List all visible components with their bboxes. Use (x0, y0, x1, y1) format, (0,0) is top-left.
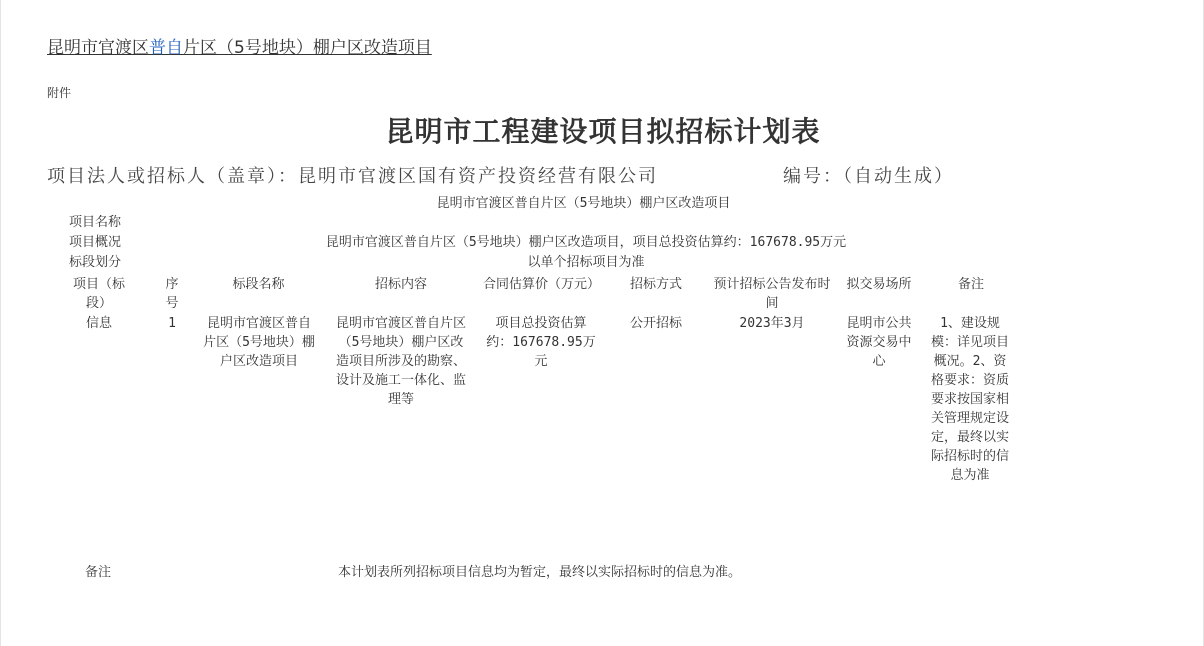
row-name-value: 昆明市官渡区普自片区（5号地块）棚户区改造项目 (436, 196, 731, 211)
project-title-link[interactable] (47, 33, 432, 58)
number-value: （自动生成） (843, 166, 954, 187)
cell-price: 项目总投资估算约：167678.95万元 (486, 316, 596, 369)
header-seq: 序号 (165, 277, 179, 311)
row-overview-label: 项目概况 (69, 235, 122, 250)
row-section-value: 以单个招标项目为准 (527, 255, 645, 270)
title-link-post: 片区（5号地块）棚户区改造项目 (183, 38, 432, 58)
cell-method: 公开招标 (629, 316, 682, 331)
cell-remark: 1、建设规模：详见项目概况。2、资格要求：资质要求按国家相关管理规定设定，最终以实际招标时的信息为准 (931, 316, 1010, 483)
footer-value: 本计划表所列招标项目信息均为暂定，最终以实际招标时的信息为准。 (338, 565, 742, 580)
cell-seq: 1 (168, 316, 176, 331)
header-content: 招标内容 (374, 277, 427, 292)
attachment-label: 附件 (47, 86, 72, 100)
document-title: 昆明市工程建设项目拟招标计划表 (385, 115, 821, 148)
header-method: 招标方式 (629, 277, 682, 292)
title-link-pre: 昆明市官渡区 (47, 38, 149, 58)
title-link-highlight: 普自 (149, 38, 183, 58)
header-section-name: 标段名称 (232, 277, 285, 292)
header-venue: 拟交易场所 (846, 277, 912, 292)
header-item: 项目（标段） (72, 277, 125, 311)
number-line (783, 162, 954, 188)
applicant-line (47, 162, 658, 188)
row-section-label: 标段划分 (69, 255, 122, 270)
header-announce-time: 预计招标公告发布时间 (713, 277, 831, 311)
number-label: 编号： (783, 166, 843, 187)
cell-section-name: 昆明市官渡区普自片区（5号地块）棚户区改造项目 (203, 316, 315, 369)
row-overview-value: 昆明市官渡区普自片区（5号地块）棚户区改造项目，项目总投资估算约：167678.95万元 (325, 235, 847, 250)
cell-item: 信息 (85, 316, 112, 331)
applicant-label: 项目法人或招标人（盖章）： (47, 166, 298, 187)
header-price: 合同估算价（万元） (483, 277, 601, 292)
applicant-value: 昆明市官渡区国有资产投资经营有限公司 (298, 166, 658, 187)
cell-content: 昆明市官渡区普自片区（5号地块）棚户区改造项目所涉及的勘察、设计及施工一体化、监理等 (336, 316, 467, 407)
cell-venue: 昆明市公共资源交易中心 (846, 316, 912, 369)
cell-announce-time: 2023年3月 (739, 316, 805, 331)
row-name-label: 项目名称 (69, 215, 122, 230)
footer-label: 备注 (85, 565, 112, 580)
header-remark: 备注 (957, 277, 984, 292)
